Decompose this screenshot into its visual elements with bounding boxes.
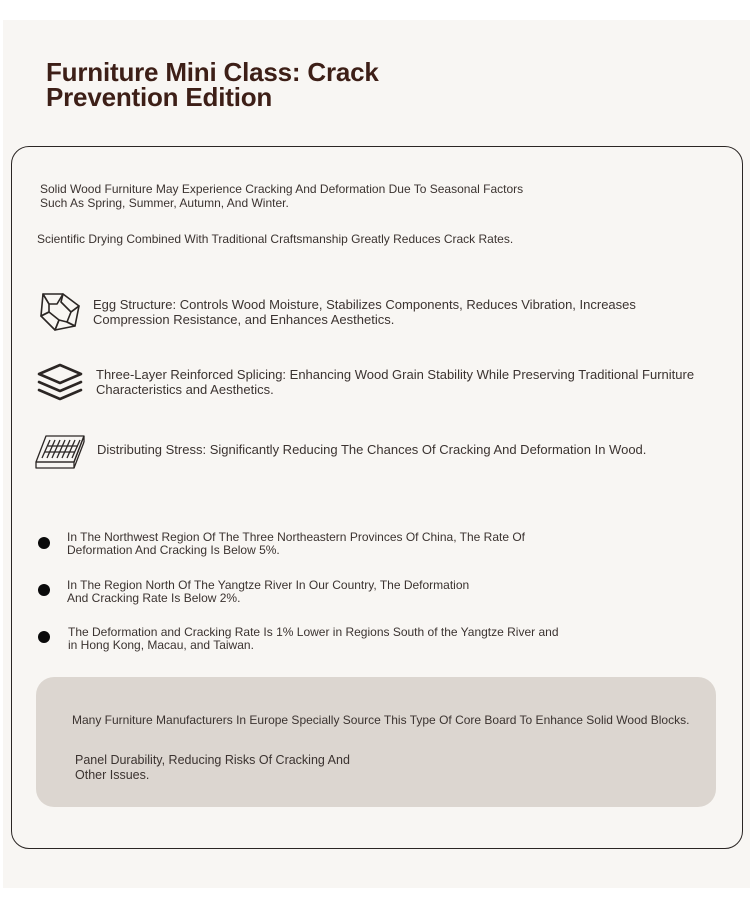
region-rate-north-yangtze: In The Region North Of The Yangtze River In Our Country, The Deformation And Cracking Rate Is Below 2%. [67,578,470,605]
region-rate-south-yangtze: The Deformation and Cracking Rate Is 1% Lower in Regions South of the Yangtze River and in Hong Kong, Macau, and Taiwan. [68,625,559,652]
egg-structure-icon [37,290,85,334]
intro-text-drying: Scientific Drying Combined With Traditional Craftsmanship Greatly Reduces Crack Rates. [37,232,514,246]
panel-text-durability: Panel Durability, Reducing Risks Of Cracking And Other Issues. [75,753,350,782]
wood-board-icon [34,434,86,470]
region-rate-northwest: In The Northwest Region Of The Three Northeastern Provinces Of China, The Rate Of Deformation And Cracking Is Below 5%. [67,530,526,557]
bullet-dot [38,584,50,596]
bullet-dot [38,537,50,549]
feature-three-layer-splicing: Three-Layer Reinforced Splicing: Enhancing Wood Grain Stability While Preserving Traditional Furniture Characteristics and Aesthetics. [96,367,695,397]
intro-text-seasonal: Solid Wood Furniture May Experience Cracking And Deformation Due To Seasonal Factors Such As Spring, Summer, Autumn, And Winter. [40,182,524,210]
feature-egg-structure: Egg Structure: Controls Wood Moisture, Stabilizes Components, Reduces Vibration, Increases Compression Resistance, and Enhances Aesthetics. [93,297,636,327]
panel-text-europe: Many Furniture Manufacturers In Europe Specially Source This Type Of Core Board To Enhance Solid Wood Blocks. [72,713,690,727]
bullet-dot [38,631,50,643]
core-board-panel [36,677,716,807]
feature-distributing-stress: Distributing Stress: Significantly Reducing The Chances Of Cracking And Deformation In Wood. [97,442,647,457]
page-title: Furniture Mini Class: Crack Prevention Edition [46,57,379,112]
layers-icon [35,362,85,402]
